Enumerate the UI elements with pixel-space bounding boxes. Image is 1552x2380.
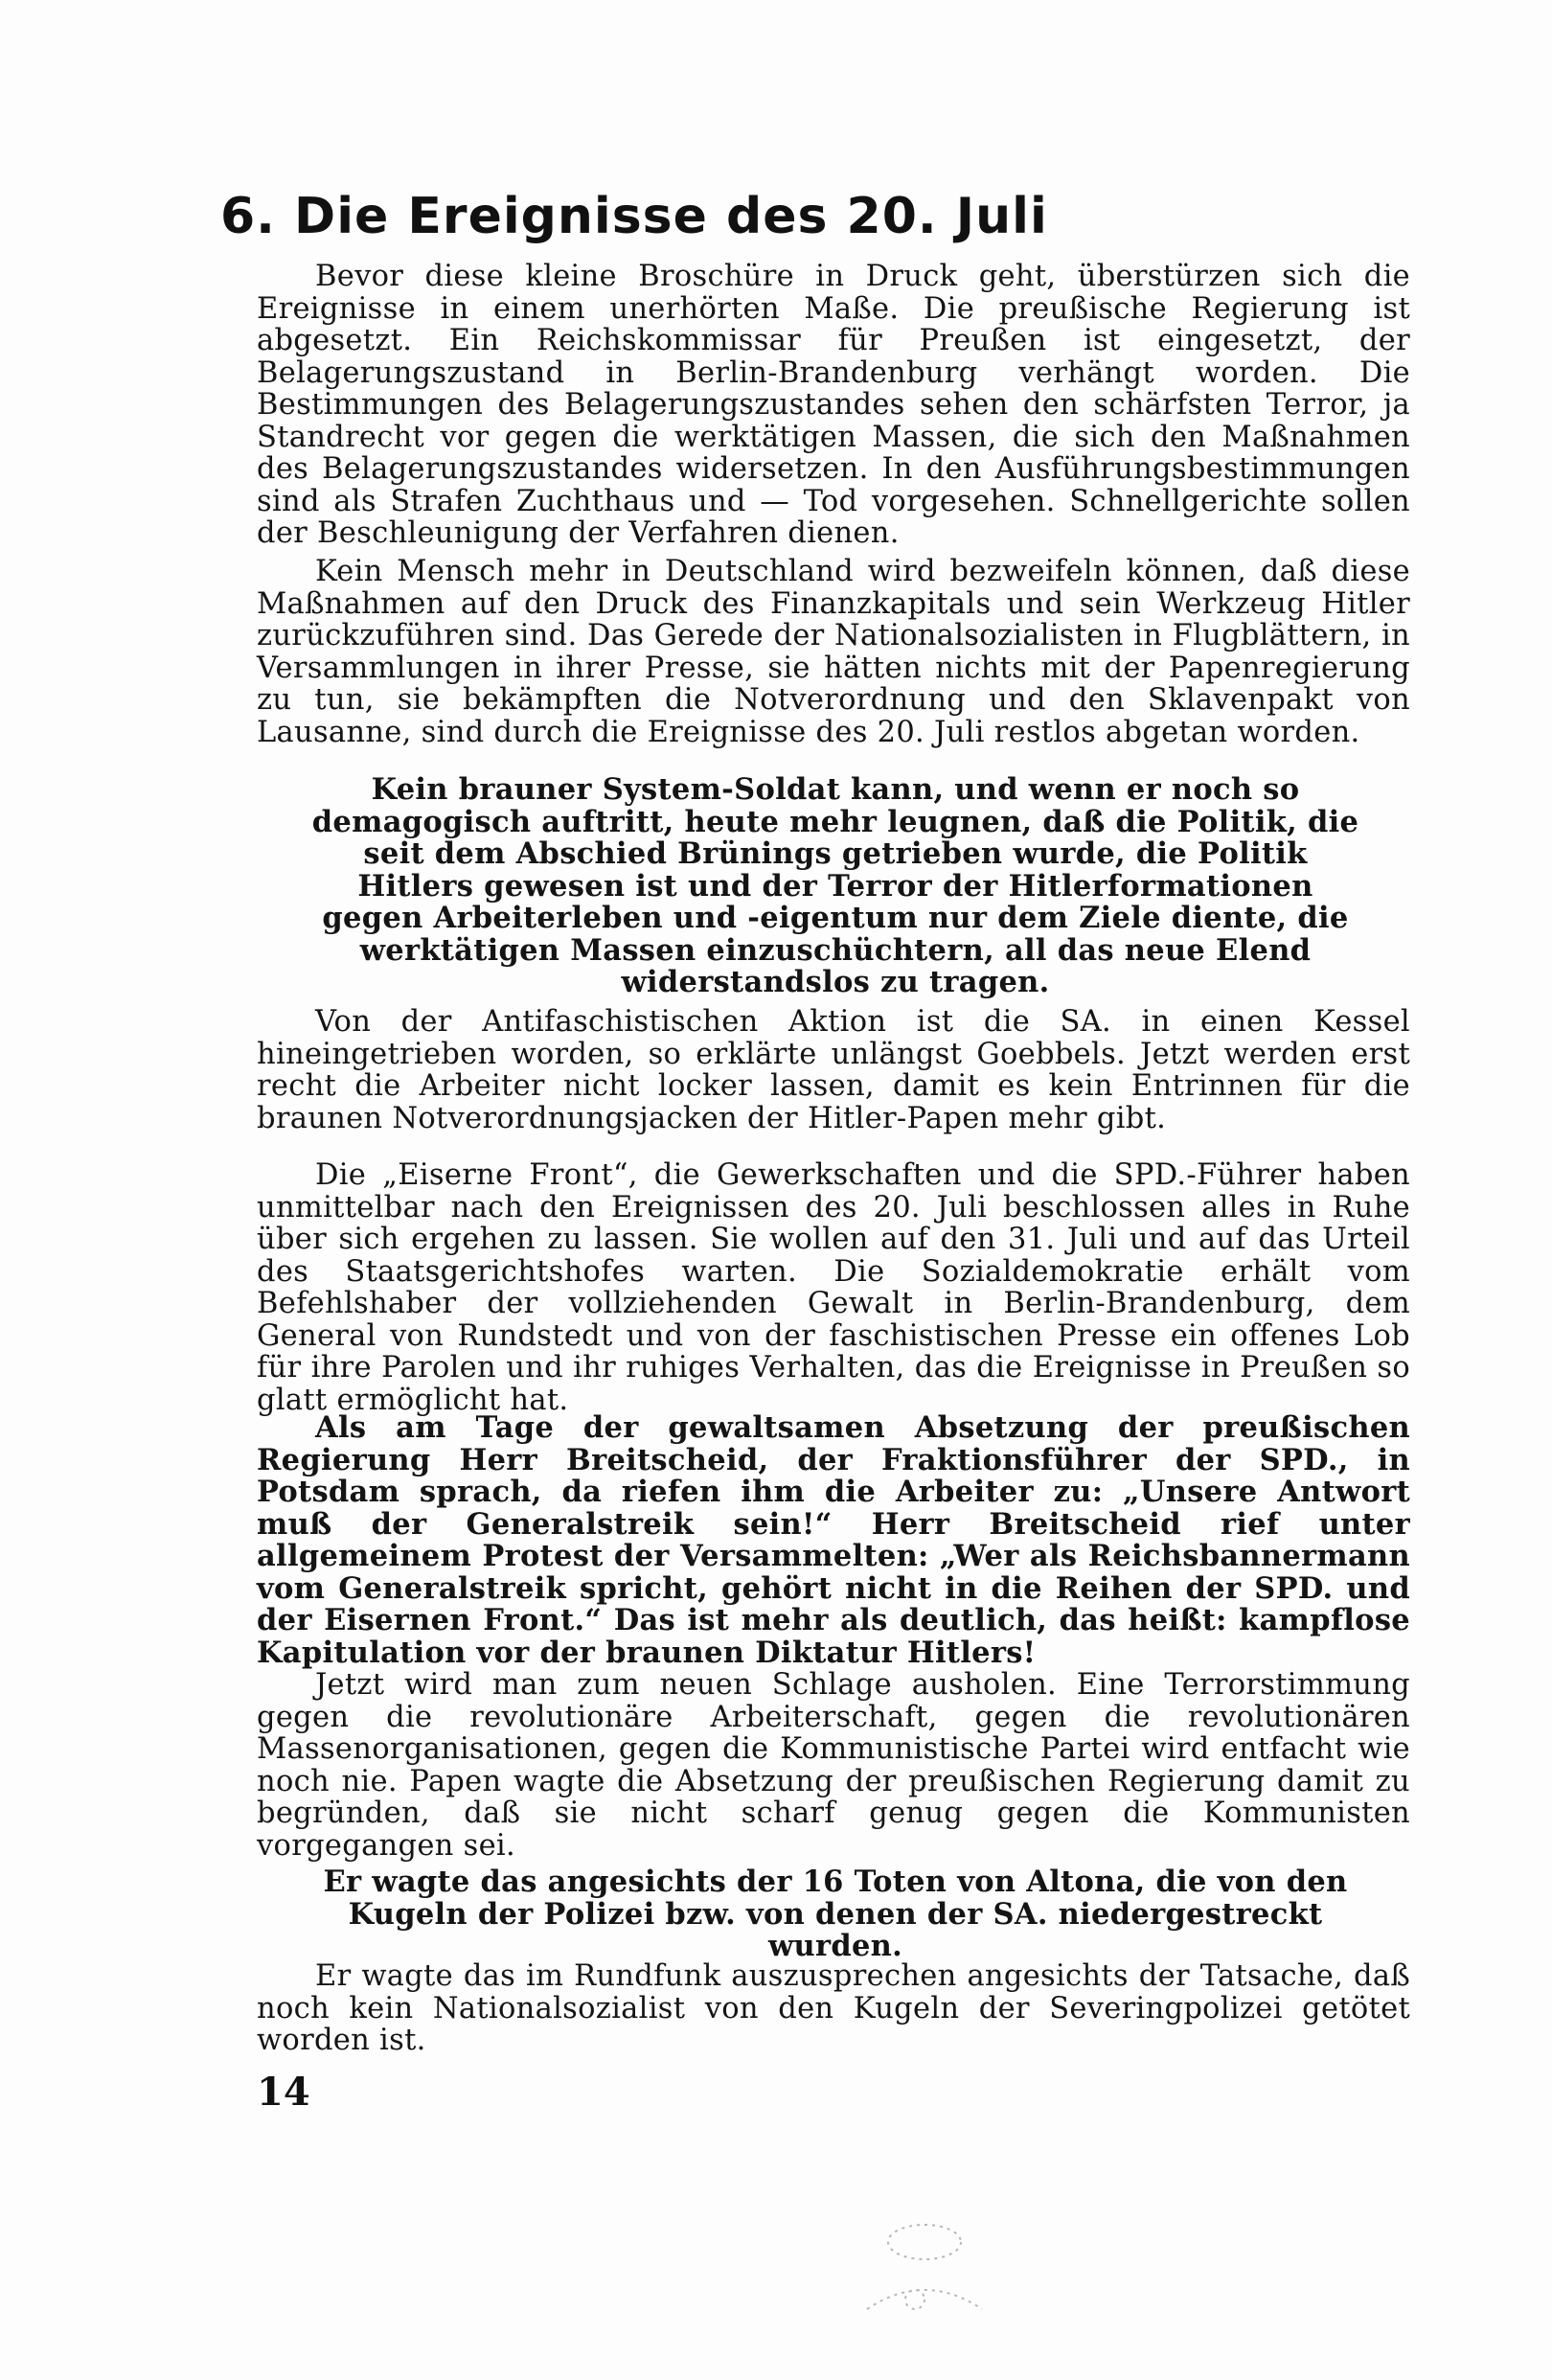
library-stamp-mark	[810, 2204, 1039, 2328]
paragraph-7: Jetzt wird man zum neuen Schlage ausholen. Eine Terrorstimmung gegen die revolutionäre Arbeiterschaft, gegen die revolutionären Massenorganisationen, gegen die Kommunistische Partei wird entfacht wie noch nie. Papen wagte die Absetzung der preußischen Regierung damit zu begründen, daß sie nicht scharf genug gegen die Kommunisten vorgegangen sei.	[257, 1668, 1410, 1863]
paragraph-5: Die „Eiserne Front“, die Gewerkschaften und die SPD.-Führer haben unmittelbar nach den Ereignissen des 20. Juli beschlossen alles in Ruhe über sich ergehen zu lassen. Sie wollen auf den 31. Juli und auf das Urteil des Staatsgerichtshofes warten. Die Sozialdemokratie erhält vom Befehlshaber der vollziehenden Gewalt in Berlin-Brandenburg, dem General von Rundstedt und von der faschistischen Presse ein offenes Lob für ihre Parolen und ihr ruhiges Verhalten, das die Ereignisse in Preußen so glatt ermöglicht hat.	[257, 1158, 1410, 1417]
paragraph-3-emphasis: Kein brauner System-Soldat kann, und wenn er noch so demagogisch auftritt, heute mehr leugnen, daß die Politik, die seit dem Abschied Brünings getrieben wurde, die Politik Hitlers gewesen ist und der Terror der Hitlerformationen gegen Arbeiterleben und -eigentum nur dem Ziele diente, die werktätigen Massen einzuschüchtern, all das neue Elend widerstandslos zu tragen.	[311, 772, 1359, 999]
section-heading: 6. Die Ereignisse des 20. Juli	[220, 188, 1048, 245]
paragraph-9: Er wagte das im Rundfunk auszusprechen angesichts der Tatsache, daß noch kein Nationalsozialist von den Kugeln der Severingpolizei getötet worden ist.	[257, 1959, 1410, 2057]
paragraph-2: Kein Mensch mehr in Deutschland wird bezweifeln können, daß diese Maßnahmen auf den Druck des Finanzkapitals und sein Werkzeug Hitler zurückzuführen sind. Das Gerede der Nationalsozialisten in Flugblättern, in Versammlungen in ihrer Presse, sie hätten nichts mit der Papenregierung zu tun, sie bekämpften die Notverordnung und den Sklavenpakt von Lausanne, sind durch die Ereignisse des 20. Juli restlos abgetan worden.	[257, 555, 1410, 749]
paragraph-4: Von der Antifaschistischen Aktion ist die SA. in einen Kessel hineingetrieben worden, so erklärte unlängst Goebbels. Jetzt werden erst recht die Arbeiter nicht locker lassen, damit es kein Entrinnen für die braunen Notverordnungsjacken der Hitler-Papen mehr gibt.	[257, 1005, 1410, 1135]
page-number: 14	[257, 2070, 310, 2115]
paragraph-8-emphasis: Er wagte das angesichts der 16 Toten von Altona, die von den Kugeln der Polizei bzw. von denen der SA. niedergestreckt wurden.	[323, 1865, 1348, 1963]
paragraph-1: Bevor diese kleine Broschüre in Druck geht, überstürzen sich die Ereignisse in einem unerhörten Maße. Die preußische Regierung ist abgesetzt. Ein Reichskommissar für Preußen ist eingesetzt, der Belagerungszustand in Berlin-Brandenburg verhängt worden. Die Bestimmungen des Belagerungszustandes sehen den schärfsten Terror, ja Standrecht vor gegen die werktätigen Massen, die sich den Maßnahmen des Belagerungszustandes widersetzen. In den Ausführungsbestimmungen sind als Strafen Zuchthaus und — Tod vorgesehen. Schnellgerichte sollen der Beschleunigung der Verfahren dienen.	[257, 260, 1410, 550]
paragraph-6: Als am Tage der gewaltsamen Absetzung der preußischen Regierung Herr Breitscheid, der Fraktionsführer der SPD., in Potsdam sprach, da riefen ihm die Arbeiter zu: „Unsere Antwort muß der Generalstreik sein!“ Herr Breitscheid rief unter allgemeinem Protest der Versammelten: „Wer als Reichsbannermann vom Generalstreik spricht, gehört nicht in die Reihen der SPD. und der Eisernen Front.“ Das ist mehr als deutlich, das heißt: kampflose Kapitulation vor der braunen Diktatur Hitlers!	[257, 1410, 1410, 1670]
